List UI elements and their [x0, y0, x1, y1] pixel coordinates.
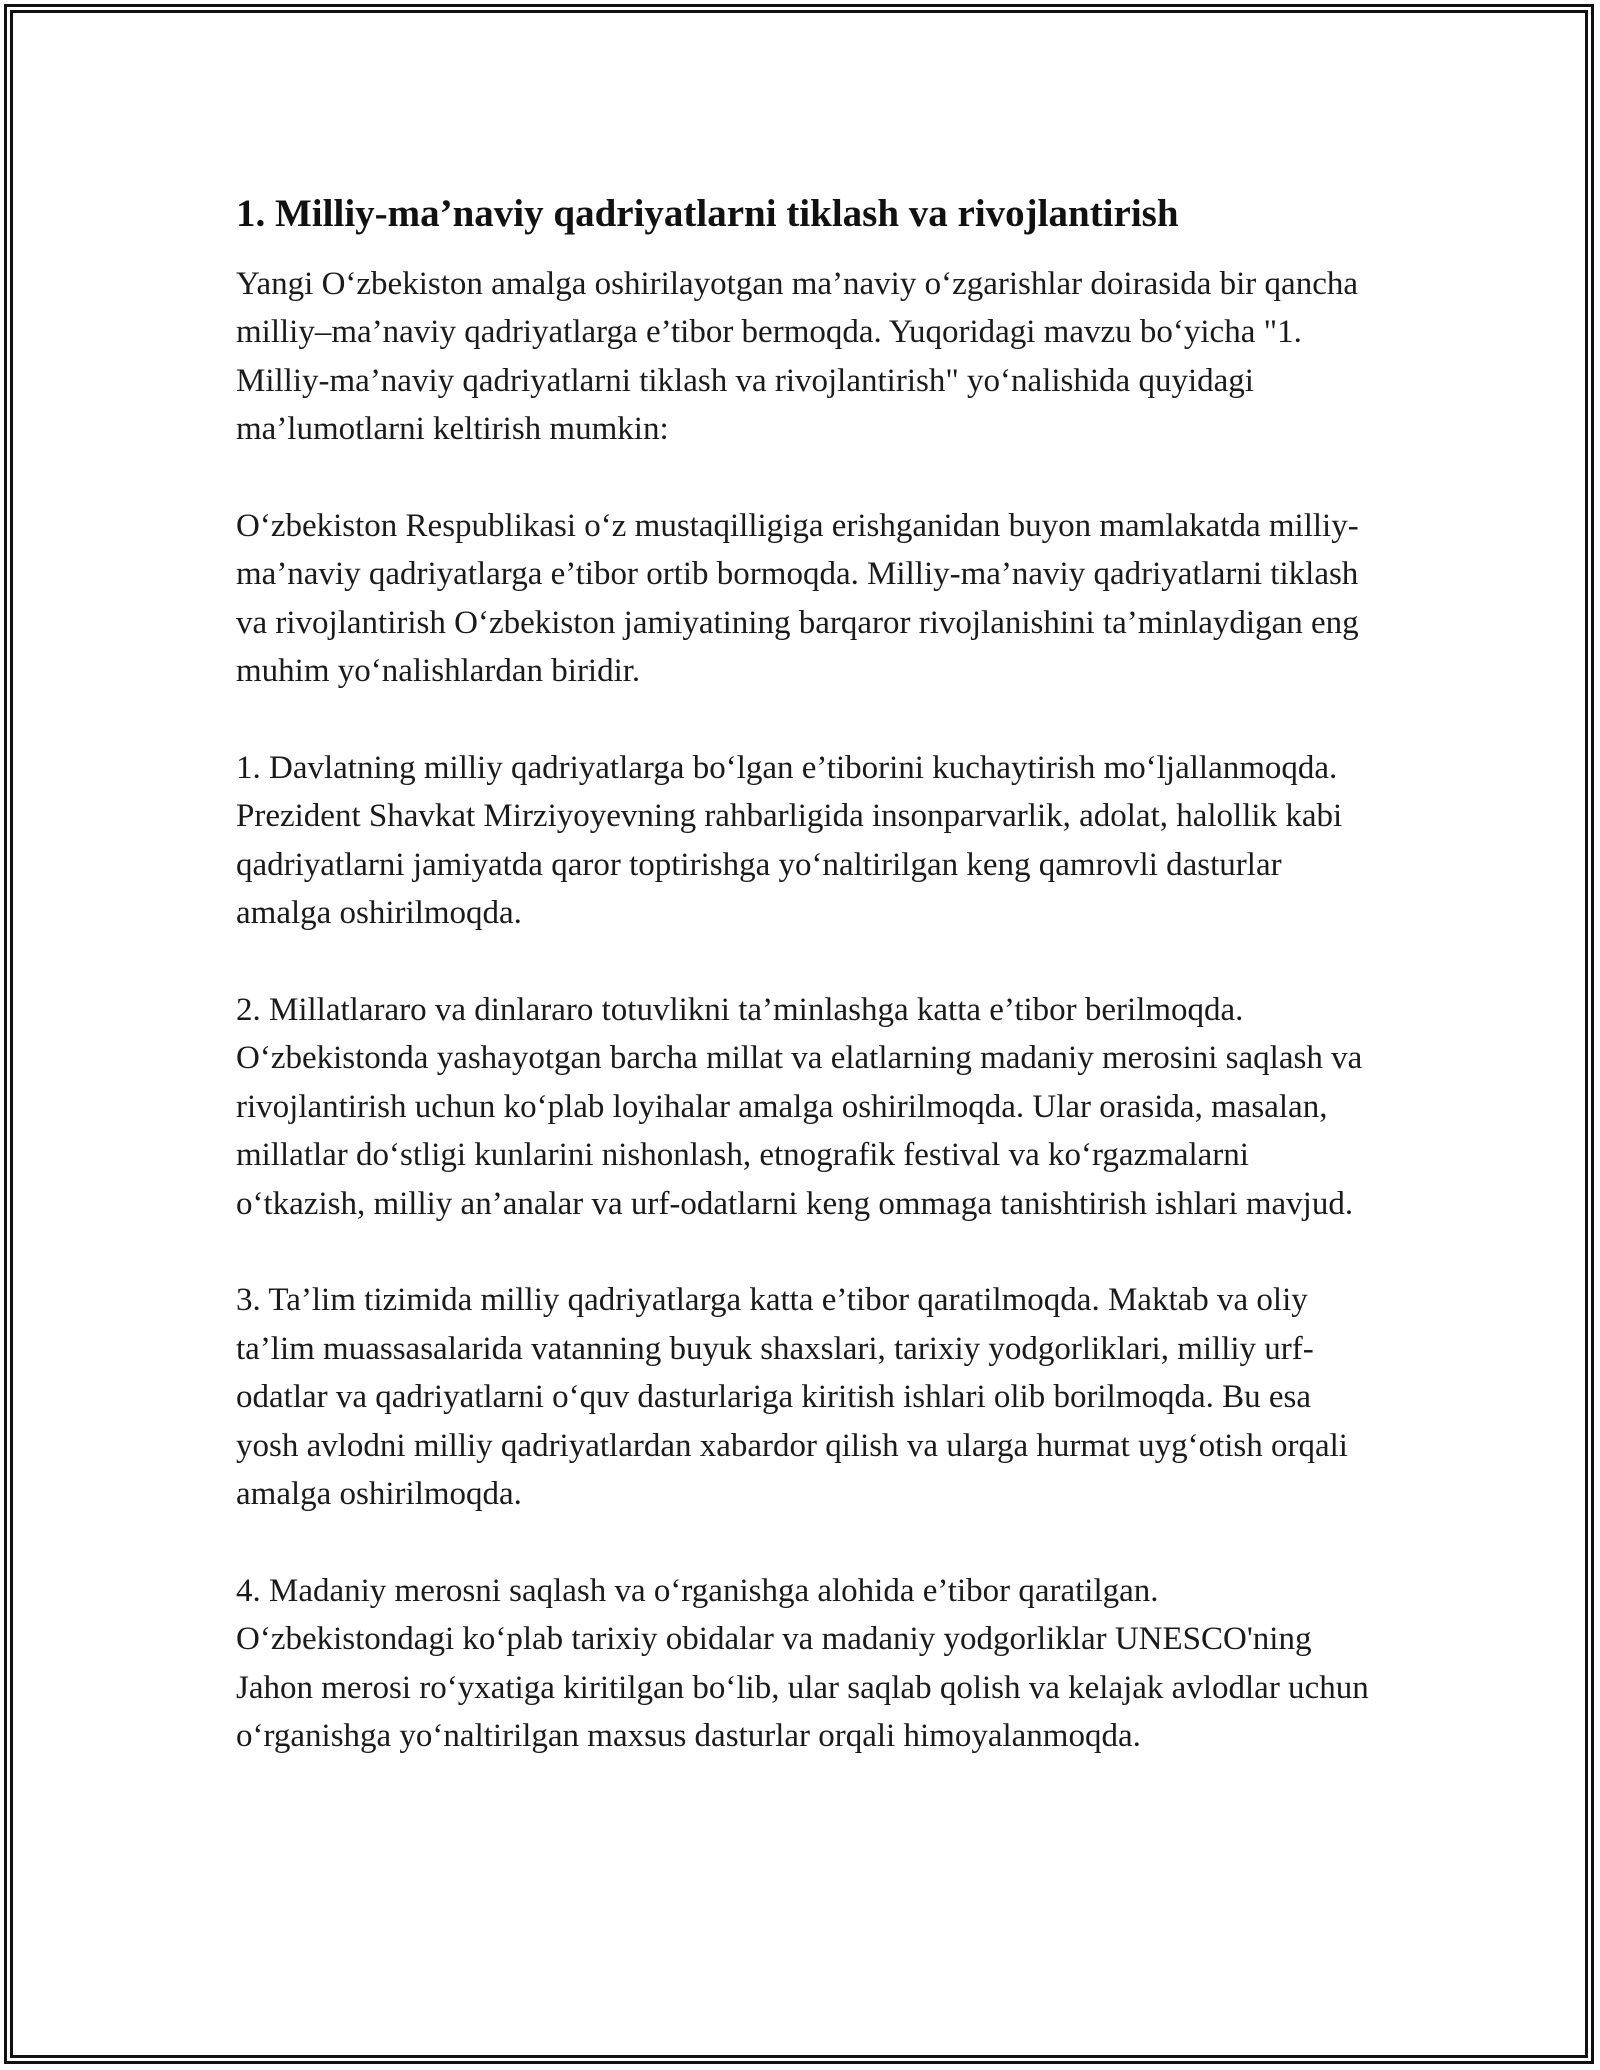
document-title: 1. Milliy-ma’naviy qadriyatlarni tiklash va rivojlantirish [236, 192, 1179, 235]
intro-paragraph: Yangi O‘zbekiston amalga oshirilayotgan ma’naviy o‘zgarishlar doirasida bir qancha milliy–ma’naviy qadriyatlarga e’tibor bermoqda. Yuqoridagi mavzu bo‘yicha "1. Milliy-ma’naviy qadriyatlarni tiklash va rivojlantirish" yo‘nalishida quyidagi ma’lumotlarni keltirish mumkin: [236, 266, 1358, 448]
point-3-paragraph: 3. Ta’lim tizimida milliy qadriyatlarga katta e’tibor qaratilmoqda. Maktab va oliy ta’lim muassasalarida vatanning buyuk shaxslari, tarixiy yodgorliklari, milliy urf-odatlar va qadriyatlarni o‘quv dasturlariga kiritish ishlari olib borilmoqda. Bu esa yosh avlodni milliy qadriyatlardan xabardor qilish va ularga hurmat uyg‘otish orqali amalga oshirilmoqda. [236, 1282, 1348, 1513]
point-1-paragraph: 1. Davlatning milliy qadriyatlarga bo‘lgan e’tiborini kuchaytirish mo‘ljallanmoqda. Prezident Shavkat Mirziyoyevning rahbarligida insonparvarlik, adolat, halollik kabi qadriyatlarni jamiyatda qaror toptirishga yo‘naltirilgan keng qamrovli dasturlar amalga oshirilmoqda. [236, 750, 1343, 932]
point-4-paragraph: 4. Madaniy merosni saqlash va o‘rganishga alohida e’tibor qaratilgan. O‘zbekistondagi ko‘plab tarixiy obidalar va madaniy yodgorliklar UNESCO'ning Jahon merosi ro‘yxatiga kiritilgan bo‘lib, ular saqlab qolish va kelajak avlodlar uchun o‘rganishga yo‘naltirilgan maxsus dasturlar orqali himoyalanmoqda. [236, 1572, 1369, 1755]
document-page [236, 186, 1376, 1761]
context-paragraph: O‘zbekiston Respublikasi o‘z mustaqilligiga erishganidan buyon mamlakatda milliy-ma’naviy qadriyatlarga e’tibor ortib bormoqda. Milliy-ma’naviy qadriyatlarni tiklash va rivojlantirish O‘zbekiston jamiyatining barqaror rivojlanishini ta’minlaydigan eng muhim yo‘nalishlardan biridir. [236, 508, 1359, 690]
point-2-paragraph: 2. Millatlararo va dinlararo totuvlikni ta’minlashga katta e’tibor berilmoqda. O‘zbekistonda yashayotgan barcha millat va elatlarning madaniy merosini saqlash va rivojlantirish uchun ko‘plab loyihalar amalga oshirilmoqda. Ular orasida, masalan, millatlar do‘stligi kunlarini nishonlash, etnografik festival va ko‘rgazmalarni o‘tkazish, milliy an’analar va urf-odatlarni keng ommaga tanishtirish ishlari mavjud. [236, 992, 1363, 1222]
